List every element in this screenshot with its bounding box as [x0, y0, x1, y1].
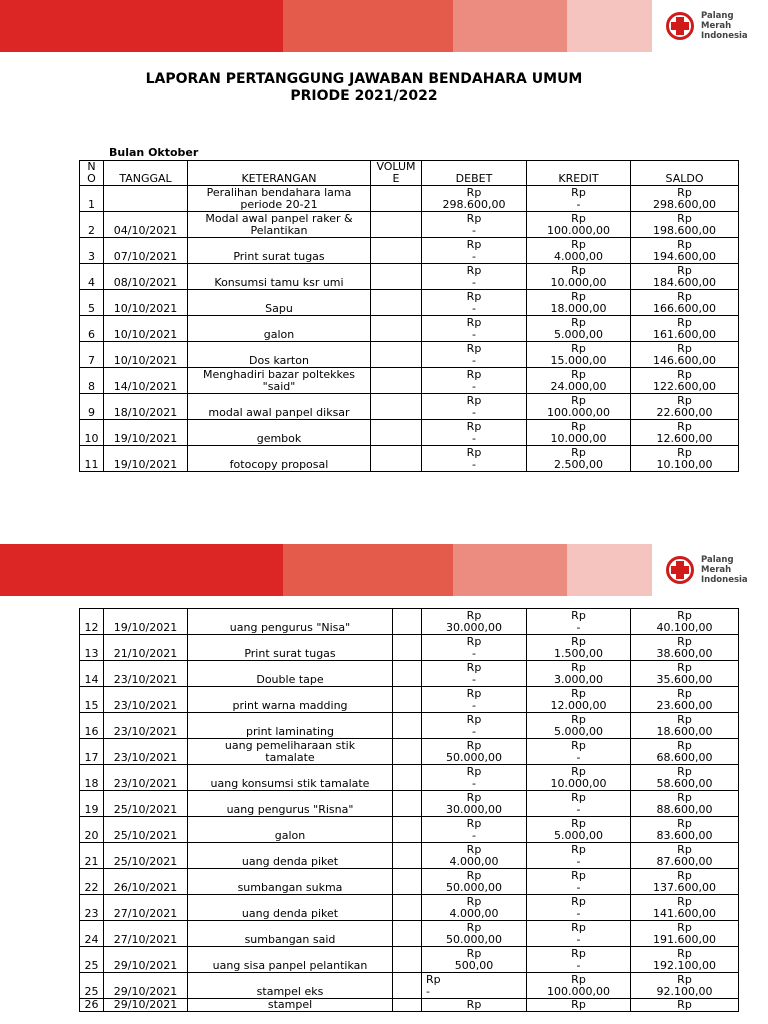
- row-volume: [371, 212, 422, 238]
- row-debet: Rp 298.600,00: [422, 186, 527, 212]
- row-number: 1: [80, 186, 104, 212]
- row-number: 19: [80, 791, 104, 817]
- row-number: 2: [80, 212, 104, 238]
- row-kredit: Rp 15.000,00: [527, 342, 631, 368]
- row-description: Print surat tugas: [188, 635, 393, 661]
- row-volume: [393, 947, 422, 973]
- row-kredit: Rp 100.000,00: [527, 212, 631, 238]
- table-row: [80, 687, 739, 713]
- table-row: [80, 661, 739, 687]
- row-volume: [393, 999, 422, 1012]
- row-description: Modal awal panpel raker & Pelantikan: [188, 212, 371, 238]
- row-kredit: Rp 5.000,00: [527, 713, 631, 739]
- row-description: Print surat tugas: [188, 238, 371, 264]
- row-volume: [393, 895, 422, 921]
- row-saldo: Rp 192.100,00: [631, 947, 739, 973]
- logo-line: Merah: [701, 21, 732, 31]
- row-kredit: Rp -: [527, 739, 631, 765]
- row-kredit: Rp 18.000,00: [527, 290, 631, 316]
- row-volume: [393, 791, 422, 817]
- row-saldo: Rp 298.600,00: [631, 186, 739, 212]
- month-label: Bulan Oktober: [109, 146, 199, 159]
- row-saldo: Rp 18.600,00: [631, 713, 739, 739]
- row-number: 8: [80, 368, 104, 394]
- logo-line: Indonesia: [701, 575, 748, 585]
- row-number: 12: [80, 609, 104, 635]
- row-debet: Rp 4.000,00: [422, 843, 527, 869]
- table-row: [80, 212, 739, 238]
- row-saldo: Rp 198.600,00: [631, 212, 739, 238]
- row-debet: Rp -: [422, 342, 527, 368]
- table-row: [80, 368, 739, 394]
- table-row: [80, 446, 739, 472]
- row-description: Peralihan bendahara lama periode 20-21: [188, 186, 371, 212]
- row-description: uang konsumsi stik tamalate: [188, 765, 393, 791]
- row-saldo: Rp 40.100,00: [631, 609, 739, 635]
- row-date: 25/10/2021: [104, 843, 188, 869]
- row-date: 26/10/2021: [104, 869, 188, 895]
- row-number: 16: [80, 713, 104, 739]
- row-date: 23/10/2021: [104, 713, 188, 739]
- row-number: 20: [80, 817, 104, 843]
- red-cross-icon: [666, 556, 694, 584]
- row-saldo: Rp 194.600,00: [631, 238, 739, 264]
- logo-text: [701, 555, 748, 585]
- row-date: 14/10/2021: [104, 368, 188, 394]
- title-line-2: PRIODE 2021/2022: [290, 88, 438, 104]
- header-banner: [0, 544, 768, 596]
- row-kredit: Rp 5.000,00: [527, 316, 631, 342]
- row-saldo: Rp 23.600,00: [631, 687, 739, 713]
- row-debet: Rp -: [422, 290, 527, 316]
- ledger-table-2: [79, 608, 739, 1012]
- row-description: uang pengurus "Nisa": [188, 609, 393, 635]
- row-date: 23/10/2021: [104, 687, 188, 713]
- row-date: 19/10/2021: [104, 609, 188, 635]
- row-number: 25: [80, 947, 104, 973]
- row-description: uang pengurus "Risna": [188, 791, 393, 817]
- logo-line: Merah: [701, 565, 732, 575]
- row-date: 19/10/2021: [104, 446, 188, 472]
- row-number: 10: [80, 420, 104, 446]
- row-description: uang sisa panpel pelantikan: [188, 947, 393, 973]
- row-kredit: Rp 5.000,00: [527, 817, 631, 843]
- row-volume: [393, 713, 422, 739]
- row-debet: Rp -: [422, 238, 527, 264]
- row-volume: [371, 290, 422, 316]
- row-date: 19/10/2021: [104, 420, 188, 446]
- row-kredit: Rp -: [527, 921, 631, 947]
- row-debet: Rp 4.000,00: [422, 895, 527, 921]
- row-debet: Rp -: [422, 394, 527, 420]
- header-volume: VOLUM E: [371, 161, 422, 186]
- row-kredit: Rp -: [527, 947, 631, 973]
- logo-line: Indonesia: [701, 31, 748, 41]
- row-description: gembok: [188, 420, 371, 446]
- row-date: 27/10/2021: [104, 895, 188, 921]
- row-number: 25: [80, 973, 104, 999]
- row-date: 23/10/2021: [104, 661, 188, 687]
- row-number: 14: [80, 661, 104, 687]
- row-description: uang denda piket: [188, 843, 393, 869]
- row-number: 15: [80, 687, 104, 713]
- header-tanggal: TANGGAL: [104, 161, 188, 186]
- row-volume: [371, 446, 422, 472]
- row-saldo: Rp 10.100,00: [631, 446, 739, 472]
- row-saldo: Rp 161.600,00: [631, 316, 739, 342]
- row-volume: [371, 342, 422, 368]
- row-volume: [393, 687, 422, 713]
- header-no: N O: [80, 161, 104, 186]
- banner-stripe: [567, 0, 652, 52]
- row-number: 13: [80, 635, 104, 661]
- row-kredit: Rp 10.000,00: [527, 264, 631, 290]
- row-number: 23: [80, 895, 104, 921]
- row-debet: Rp -: [422, 316, 527, 342]
- row-description: Double tape: [188, 661, 393, 687]
- row-saldo: Rp 166.600,00: [631, 290, 739, 316]
- row-kredit: Rp 2.500,00: [527, 446, 631, 472]
- row-saldo: Rp 87.600,00: [631, 843, 739, 869]
- row-kredit: Rp 100.000,00: [527, 973, 631, 999]
- row-volume: [393, 635, 422, 661]
- row-date: 04/10/2021: [104, 212, 188, 238]
- row-volume: [371, 394, 422, 420]
- row-saldo: Rp 92.100,00: [631, 973, 739, 999]
- row-debet: Rp -: [422, 212, 527, 238]
- red-cross-icon: [666, 12, 694, 40]
- logo-line: Palang: [701, 11, 734, 21]
- row-kredit: Rp 4.000,00: [527, 238, 631, 264]
- row-number: 6: [80, 316, 104, 342]
- row-description: uang denda piket: [188, 895, 393, 921]
- row-date: 29/10/2021: [104, 999, 188, 1012]
- row-volume: [393, 921, 422, 947]
- row-saldo: Rp 58.600,00: [631, 765, 739, 791]
- row-volume: [371, 368, 422, 394]
- table-row: [80, 765, 739, 791]
- row-number: 11: [80, 446, 104, 472]
- banner-stripe: [283, 0, 453, 52]
- row-kredit: Rp 100.000,00: [527, 394, 631, 420]
- row-description: stampel: [188, 999, 393, 1012]
- table-row: [80, 290, 739, 316]
- table-row: [80, 635, 739, 661]
- row-volume: [393, 739, 422, 765]
- banner-stripe: [0, 0, 283, 52]
- row-description: sumbangan sukma: [188, 869, 393, 895]
- row-description: print laminating: [188, 713, 393, 739]
- row-kredit: Rp: [527, 999, 631, 1012]
- table-row: [80, 238, 739, 264]
- table-row: [80, 843, 739, 869]
- banner-stripe: [283, 544, 453, 596]
- row-date: 23/10/2021: [104, 765, 188, 791]
- table-row: [80, 791, 739, 817]
- header-keterangan: KETERANGAN: [188, 161, 371, 186]
- table-row: [80, 342, 739, 368]
- row-saldo: Rp 83.600,00: [631, 817, 739, 843]
- table-row: [80, 316, 739, 342]
- row-number: 24: [80, 921, 104, 947]
- row-description: modal awal panpel diksar: [188, 394, 371, 420]
- row-kredit: Rp 10.000,00: [527, 420, 631, 446]
- row-date: 10/10/2021: [104, 290, 188, 316]
- row-saldo: Rp 88.600,00: [631, 791, 739, 817]
- table-row: [80, 713, 739, 739]
- table-row: [80, 947, 739, 973]
- row-volume: [393, 609, 422, 635]
- header-saldo: SALDO: [631, 161, 739, 186]
- row-kredit: Rp 10.000,00: [527, 765, 631, 791]
- table-row: [80, 739, 739, 765]
- row-kredit: Rp -: [527, 843, 631, 869]
- row-number: 7: [80, 342, 104, 368]
- row-volume: [371, 186, 422, 212]
- row-number: 21: [80, 843, 104, 869]
- row-description: Menghadiri bazar poltekkes "said": [188, 368, 371, 394]
- row-kredit: Rp -: [527, 186, 631, 212]
- row-description: sumbangan said: [188, 921, 393, 947]
- row-debet: Rp 30.000,00: [422, 609, 527, 635]
- row-description: stampel eks: [188, 973, 393, 999]
- row-volume: [393, 869, 422, 895]
- row-volume: [393, 973, 422, 999]
- row-debet: Rp 50.000,00: [422, 869, 527, 895]
- row-description: galon: [188, 316, 371, 342]
- row-saldo: Rp 38.600,00: [631, 635, 739, 661]
- header-banner: [0, 0, 768, 52]
- row-kredit: Rp -: [527, 895, 631, 921]
- row-volume: [371, 238, 422, 264]
- table-row: [80, 869, 739, 895]
- row-saldo: Rp 141.600,00: [631, 895, 739, 921]
- row-date: 08/10/2021: [104, 264, 188, 290]
- row-date: 25/10/2021: [104, 791, 188, 817]
- table-row: [80, 817, 739, 843]
- row-debet: Rp -: [422, 264, 527, 290]
- table-row: [80, 420, 739, 446]
- row-description: Sapu: [188, 290, 371, 316]
- row-kredit: Rp -: [527, 869, 631, 895]
- row-date: 10/10/2021: [104, 342, 188, 368]
- row-debet: Rp -: [422, 368, 527, 394]
- row-kredit: Rp 1.500,00: [527, 635, 631, 661]
- pmi-logo: [652, 0, 768, 52]
- row-kredit: Rp 12.000,00: [527, 687, 631, 713]
- row-debet: Rp -: [422, 973, 527, 999]
- row-debet: Rp -: [422, 635, 527, 661]
- row-debet: Rp 30.000,00: [422, 791, 527, 817]
- row-saldo: Rp 146.600,00: [631, 342, 739, 368]
- table-row: [80, 973, 739, 999]
- table-row: [80, 394, 739, 420]
- row-debet: Rp -: [422, 420, 527, 446]
- row-saldo: Rp 68.600,00: [631, 739, 739, 765]
- banner-stripe: [567, 544, 652, 596]
- header-debet: DEBET: [422, 161, 527, 186]
- row-description: uang pemeliharaan stik tamalate: [188, 739, 393, 765]
- row-volume: [393, 843, 422, 869]
- row-number: 3: [80, 238, 104, 264]
- logo-line: Palang: [701, 555, 734, 565]
- row-date: 25/10/2021: [104, 817, 188, 843]
- row-saldo: Rp 122.600,00: [631, 368, 739, 394]
- row-description: Konsumsi tamu ksr umi: [188, 264, 371, 290]
- row-description: galon: [188, 817, 393, 843]
- row-kredit: Rp 24.000,00: [527, 368, 631, 394]
- table-header-row: [80, 161, 739, 186]
- report-title: [0, 71, 728, 105]
- row-volume: [393, 817, 422, 843]
- row-volume: [393, 765, 422, 791]
- row-volume: [371, 420, 422, 446]
- logo-text: [701, 11, 748, 41]
- row-description: fotocopy proposal: [188, 446, 371, 472]
- row-number: 26: [80, 999, 104, 1012]
- row-date: 27/10/2021: [104, 921, 188, 947]
- row-debet: Rp -: [422, 817, 527, 843]
- title-line-1: LAPORAN PERTANGGUNG JAWABAN BENDAHARA UMUM: [145, 71, 583, 87]
- row-saldo: Rp 137.600,00: [631, 869, 739, 895]
- row-date: 29/10/2021: [104, 973, 188, 999]
- row-debet: Rp -: [422, 713, 527, 739]
- table-row: [80, 895, 739, 921]
- table-row: [80, 921, 739, 947]
- row-saldo: Rp 191.600,00: [631, 921, 739, 947]
- row-number: 5: [80, 290, 104, 316]
- row-date: 10/10/2021: [104, 316, 188, 342]
- header-kredit: KREDIT: [527, 161, 631, 186]
- ledger-table-1: [79, 160, 739, 472]
- row-number: 18: [80, 765, 104, 791]
- row-saldo: Rp 12.600,00: [631, 420, 739, 446]
- row-kredit: Rp 3.000,00: [527, 661, 631, 687]
- table-row: [80, 264, 739, 290]
- row-number: 22: [80, 869, 104, 895]
- row-number: 9: [80, 394, 104, 420]
- row-number: 4: [80, 264, 104, 290]
- table-row: [80, 999, 739, 1012]
- table-row: [80, 186, 739, 212]
- row-debet: Rp 50.000,00: [422, 739, 527, 765]
- row-date: 23/10/2021: [104, 739, 188, 765]
- row-description: print warna madding: [188, 687, 393, 713]
- row-kredit: Rp -: [527, 609, 631, 635]
- row-saldo: Rp: [631, 999, 739, 1012]
- row-kredit: Rp -: [527, 791, 631, 817]
- row-date: [104, 186, 188, 212]
- row-debet: Rp -: [422, 765, 527, 791]
- table-row: [80, 609, 739, 635]
- row-saldo: Rp 35.600,00: [631, 661, 739, 687]
- row-saldo: Rp 22.600,00: [631, 394, 739, 420]
- row-debet: Rp -: [422, 446, 527, 472]
- row-debet: Rp: [422, 999, 527, 1012]
- row-volume: [393, 661, 422, 687]
- row-date: 29/10/2021: [104, 947, 188, 973]
- row-debet: Rp 500,00: [422, 947, 527, 973]
- row-date: 18/10/2021: [104, 394, 188, 420]
- row-debet: Rp -: [422, 661, 527, 687]
- banner-stripe: [453, 544, 567, 596]
- pmi-logo: [652, 544, 768, 596]
- row-volume: [371, 316, 422, 342]
- row-saldo: Rp 184.600,00: [631, 264, 739, 290]
- row-debet: Rp -: [422, 687, 527, 713]
- row-date: 07/10/2021: [104, 238, 188, 264]
- banner-stripe: [453, 0, 567, 52]
- row-date: 21/10/2021: [104, 635, 188, 661]
- row-volume: [371, 264, 422, 290]
- row-number: 17: [80, 739, 104, 765]
- row-description: Dos karton: [188, 342, 371, 368]
- row-debet: Rp 50.000,00: [422, 921, 527, 947]
- banner-stripe: [0, 544, 283, 596]
